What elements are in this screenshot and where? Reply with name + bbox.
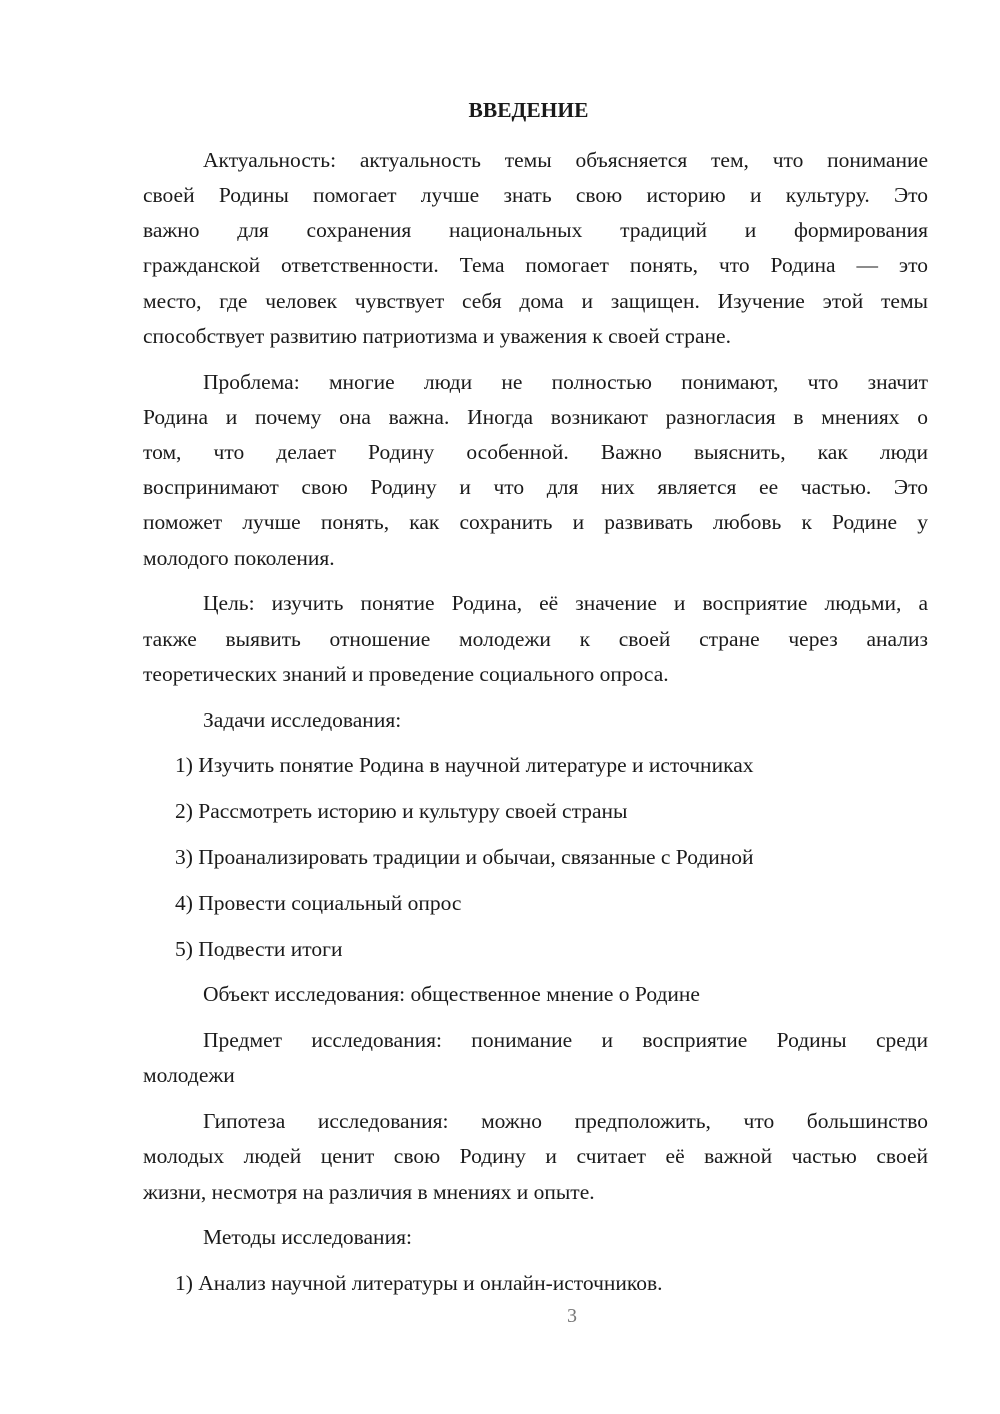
section-title: ВВЕДЕНИЕ <box>468 98 589 122</box>
page-number: 3 <box>567 1305 577 1327</box>
document-body <box>143 143 928 1302</box>
text-line: важно для сохранения национальных традиций и формирования <box>143 218 928 243</box>
text-line: Актуальность: актуальность темы объясняется тем, что понимание <box>203 147 928 172</box>
list-item <box>143 748 928 783</box>
paragraph <box>143 977 928 1012</box>
paragraph <box>143 143 928 354</box>
text-line: том, что делает Родину особенной. Важно выяснить, как люди <box>143 439 928 464</box>
text-line: Задачи исследования: <box>203 707 402 732</box>
text-line: воспринимают свою Родину и что для них является ее частью. Это <box>143 475 928 500</box>
list-item <box>143 840 928 875</box>
list-item <box>143 932 928 967</box>
paragraph <box>143 1104 928 1210</box>
text-line: Гипотеза исследования: можно предположить, что большинство <box>203 1109 928 1134</box>
text-line: молодых людей ценит свою Родину и считает её важной частью своей <box>143 1144 928 1169</box>
text-line: молодого поколения. <box>143 545 335 570</box>
paragraph <box>143 586 928 692</box>
text-line: 2) Рассмотреть историю и культуру своей страны <box>175 799 628 824</box>
text-line: 3) Проанализировать традиции и обычаи, связанные с Родиной <box>175 844 754 869</box>
text-line: Проблема: многие люди не полностью понимают, что значит <box>203 369 928 394</box>
text-line: 1) Изучить понятие Родина в научной литературе и источниках <box>175 753 754 778</box>
text-line: своей Родины помогает лучше знать свою историю и культуру. Это <box>143 182 928 207</box>
paragraph <box>143 365 928 576</box>
text-line: Предмет исследования: понимание и восприятие Родины среди <box>203 1028 928 1053</box>
text-line: молодежи <box>143 1063 235 1088</box>
text-line: поможет лучше понять, как сохранить и развивать любовь к Родине у <box>143 510 928 535</box>
text-line: также выявить отношение молодежи к своей стране через анализ <box>143 626 928 651</box>
text-line: теоретических знаний и проведение социального опроса. <box>143 661 669 686</box>
text-line: жизни, несмотря на различия в мнениях и опыте. <box>143 1179 595 1204</box>
text-line: 4) Провести социальный опрос <box>175 890 462 915</box>
text-line: Объект исследования: общественное мнение о Родине <box>203 982 700 1007</box>
list-item <box>143 794 928 829</box>
paragraph <box>143 703 928 738</box>
paragraph <box>143 1023 928 1093</box>
text-line: способствует развитию патриотизма и уважения к своей стране. <box>143 323 731 348</box>
list-item <box>143 886 928 921</box>
text-line: Родина и почему она важна. Иногда возникают разногласия в мнениях о <box>143 404 928 429</box>
text-line: Цель: изучить понятие Родина, её значение и восприятие людьми, а <box>203 591 928 616</box>
text-line: Методы исследования: <box>203 1225 412 1250</box>
text-line: гражданской ответственности. Тема помогает понять, что Родина — это <box>143 253 928 278</box>
text-line: 5) Подвести итоги <box>175 936 343 961</box>
text-line: 1) Анализ научной литературы и онлайн-источников. <box>175 1271 663 1296</box>
text-line: место, где человек чувствует себя дома и защищен. Изучение этой темы <box>143 288 928 313</box>
list-item <box>143 1266 928 1301</box>
paragraph <box>143 1220 928 1255</box>
document-page <box>143 93 928 1301</box>
